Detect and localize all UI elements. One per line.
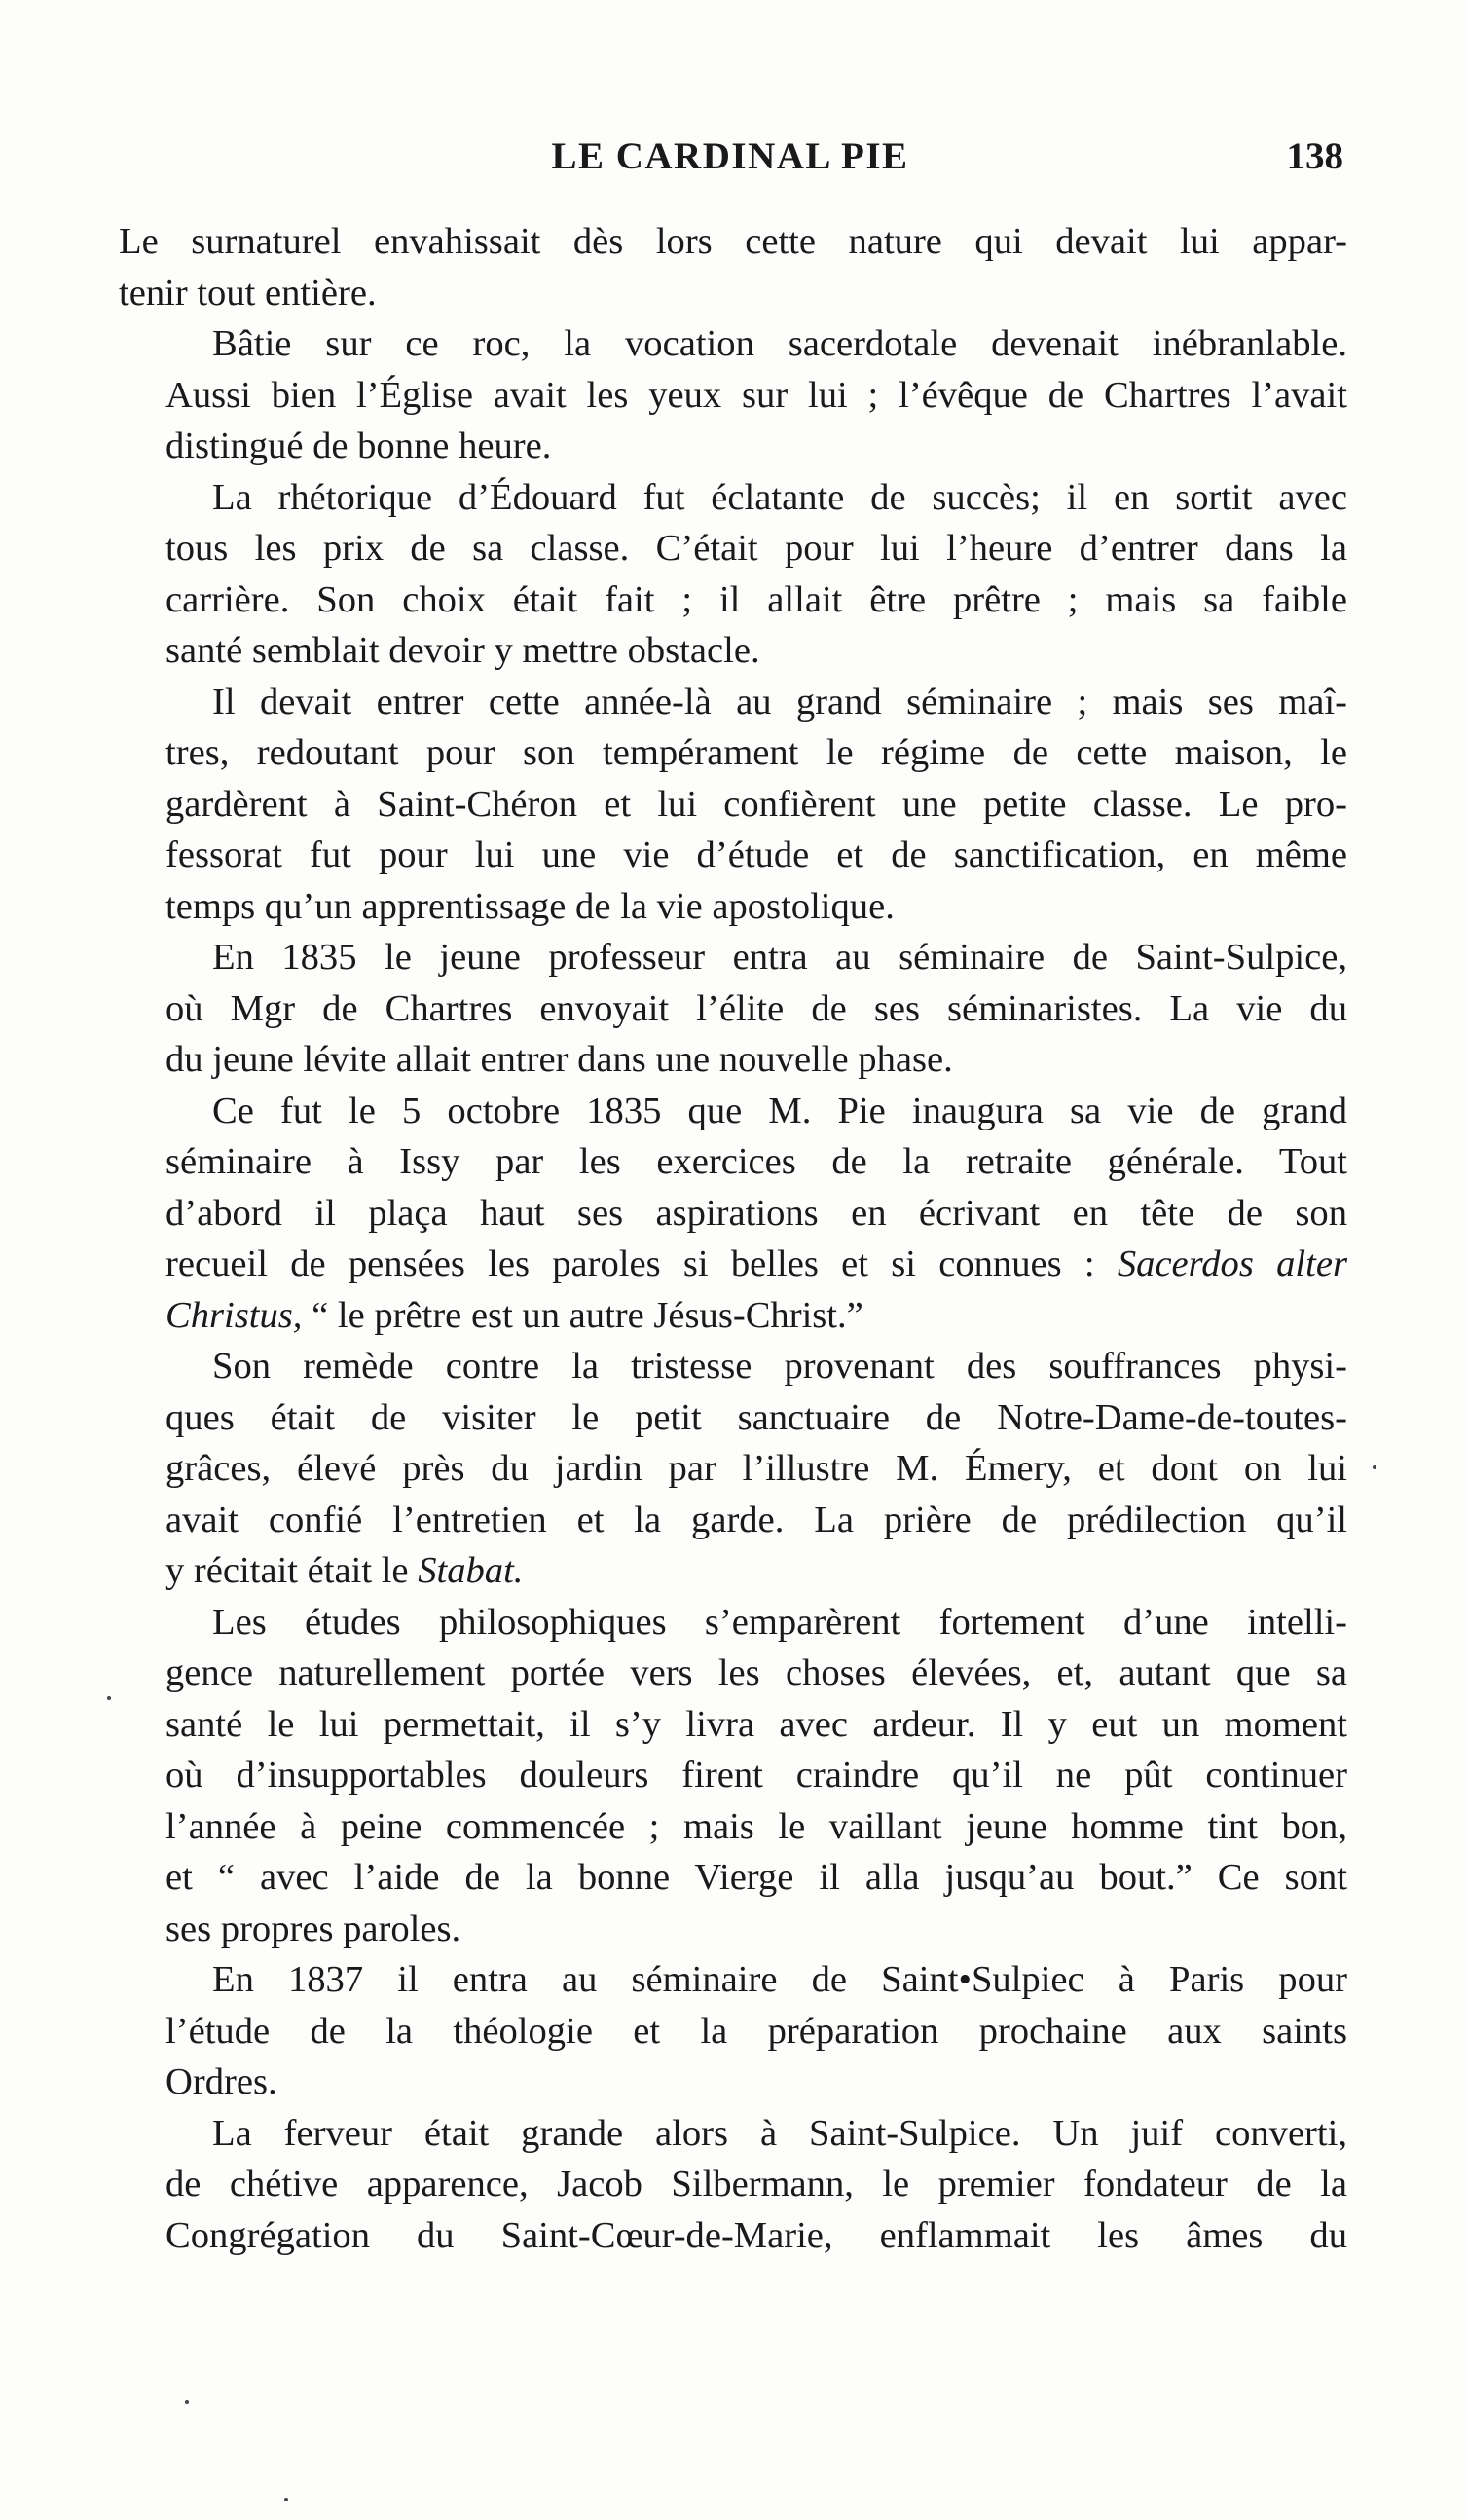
text-line: Aussi bien l’Église avait les yeux sur lui ; l’évêque de Chartres l’avait bbox=[165, 374, 1347, 416]
text-line: En 1835 le jeune professeur entra au séminaire de Saint-Sulpice, bbox=[212, 937, 1347, 978]
text-line: tenir tout entière. bbox=[119, 272, 377, 314]
paragraph-1 bbox=[119, 216, 1347, 318]
scan-speck bbox=[1373, 1465, 1376, 1469]
text-line: tres, redoutant pour son tempérament le régime de cette maison, le bbox=[165, 732, 1347, 773]
text-line: La rhétorique d’Édouard fut éclatante de succès; il en sortit avec bbox=[212, 476, 1347, 518]
paragraph-2 bbox=[119, 318, 1347, 472]
text-line: gence naturellement portée vers les choses élevées, et, autant que sa bbox=[165, 1652, 1347, 1693]
text-line: du jeune lévite allait entrer dans une nouvelle phase. bbox=[165, 1039, 953, 1080]
page-number: 138 bbox=[1286, 135, 1343, 177]
text-line: ses propres paroles. bbox=[165, 1908, 461, 1949]
text-line: d’abord il plaça haut ses aspirations en écrivant en tête de son bbox=[165, 1192, 1347, 1234]
scan-speck bbox=[107, 1696, 111, 1700]
text-line: santé le lui permettait, il s’y livra avec ardeur. Il y eut un moment bbox=[165, 1703, 1347, 1745]
text-line: et “ avec l’aide de la bonne Vierge il alla jusqu’au bout.” Ce sont bbox=[165, 1857, 1347, 1898]
body-text bbox=[119, 216, 1347, 2261]
text-line: gardèrent à Saint-Chéron et lui confièrent une petite classe. Le pro- bbox=[165, 783, 1347, 825]
text-line: de chétive apparence, Jacob Silbermann, le premier fondateur de la bbox=[165, 2164, 1347, 2205]
paragraph-9 bbox=[119, 1954, 1347, 2108]
text-line: Ordres. bbox=[165, 2061, 277, 2102]
text-line: où Mgr de Chartres envoyait l’élite de ses séminaristes. La vie du bbox=[165, 987, 1347, 1029]
text-line: séminaire à Issy par les exercices de la retraite générale. Tout bbox=[165, 1141, 1347, 1182]
text-line bbox=[119, 1290, 1347, 1342]
paragraph-3 bbox=[119, 472, 1347, 677]
italic-phrase: Sacerdos alter bbox=[1117, 1243, 1347, 1284]
paragraph-4 bbox=[119, 677, 1347, 933]
text-line: Bâtie sur ce roc, la vocation sacerdotale devenait inébranlable. bbox=[212, 323, 1347, 364]
scan-speck bbox=[284, 2498, 288, 2501]
running-head bbox=[117, 134, 1343, 183]
text-line bbox=[119, 1545, 1347, 1597]
text-line: Il devait entrer cette année-là au grand séminaire ; mais ses maî- bbox=[212, 681, 1347, 723]
running-title: LE CARDINAL PIE bbox=[551, 135, 909, 177]
italic-phrase: Stabat. bbox=[418, 1550, 524, 1591]
text-line: Son remède contre la tristesse provenant des souffrances physi- bbox=[212, 1346, 1347, 1387]
text-line: temps qu’un apprentissage de la vie apostolique. bbox=[165, 885, 895, 927]
text-line: Ce fut le 5 octobre 1835 que M. Pie inaugura sa vie de grand bbox=[212, 1090, 1347, 1131]
paragraph-6 bbox=[119, 1086, 1347, 1342]
text-line: santé semblait devoir y mettre obstacle. bbox=[165, 630, 760, 671]
text-line bbox=[119, 1239, 1347, 1290]
text-segment: “ le prêtre est un autre Jésus-Christ.” bbox=[312, 1294, 863, 1336]
text-line: tous les prix de sa classe. C’était pour lui l’heure d’entrer dans la bbox=[165, 528, 1347, 569]
text-segment: recueil de pensées les paroles si belles et si connues : bbox=[165, 1243, 1095, 1284]
paragraph-8 bbox=[119, 1597, 1347, 1955]
text-line: En 1837 il entra au séminaire de Saint•Sulpiec à Paris pour bbox=[212, 1959, 1347, 2000]
text-line: Le surnaturel envahissait dès lors cette nature qui devait lui appar- bbox=[119, 221, 1347, 262]
text-line: distingué de bonne heure. bbox=[165, 426, 552, 466]
text-segment: y récitait était le bbox=[165, 1550, 409, 1591]
text-line: avait confié l’entretien et la garde. La prière de prédilection qu’il bbox=[165, 1499, 1347, 1540]
text-line: l’étude de la théologie et la préparation prochaine aux saints bbox=[165, 2010, 1347, 2052]
paragraph-10 bbox=[119, 2108, 1347, 2262]
text-line: carrière. Son choix était fait ; il allait être prêtre ; mais sa faible bbox=[165, 578, 1347, 620]
text-line: La ferveur était grande alors à Saint-Sulpice. Un juif converti, bbox=[212, 2112, 1347, 2154]
paragraph-5 bbox=[119, 932, 1347, 1086]
text-line: où d’insupportables douleurs firent craindre qu’il ne pût continuer bbox=[165, 1755, 1347, 1796]
paragraph-7 bbox=[119, 1341, 1347, 1597]
text-line: fessorat fut pour lui une vie d’étude et de sanctification, en même bbox=[165, 834, 1347, 875]
text-line: grâces, élevé près du jardin par l’illustre M. Émery, et dont on lui bbox=[165, 1448, 1347, 1489]
italic-phrase: Christus, bbox=[165, 1294, 303, 1336]
text-line: Congrégation du Saint-Cœur-de-Marie, enflammait les âmes du bbox=[165, 2214, 1347, 2256]
scan-speck bbox=[185, 2400, 189, 2404]
text-line: ques était de visiter le petit sanctuaire de Notre-Dame-de-toutes- bbox=[165, 1396, 1347, 1438]
text-line: Les études philosophiques s’emparèrent fortement d’une intelli- bbox=[212, 1601, 1347, 1643]
text-line: l’année à peine commencée ; mais le vaillant jeune homme tint bon, bbox=[165, 1805, 1347, 1847]
